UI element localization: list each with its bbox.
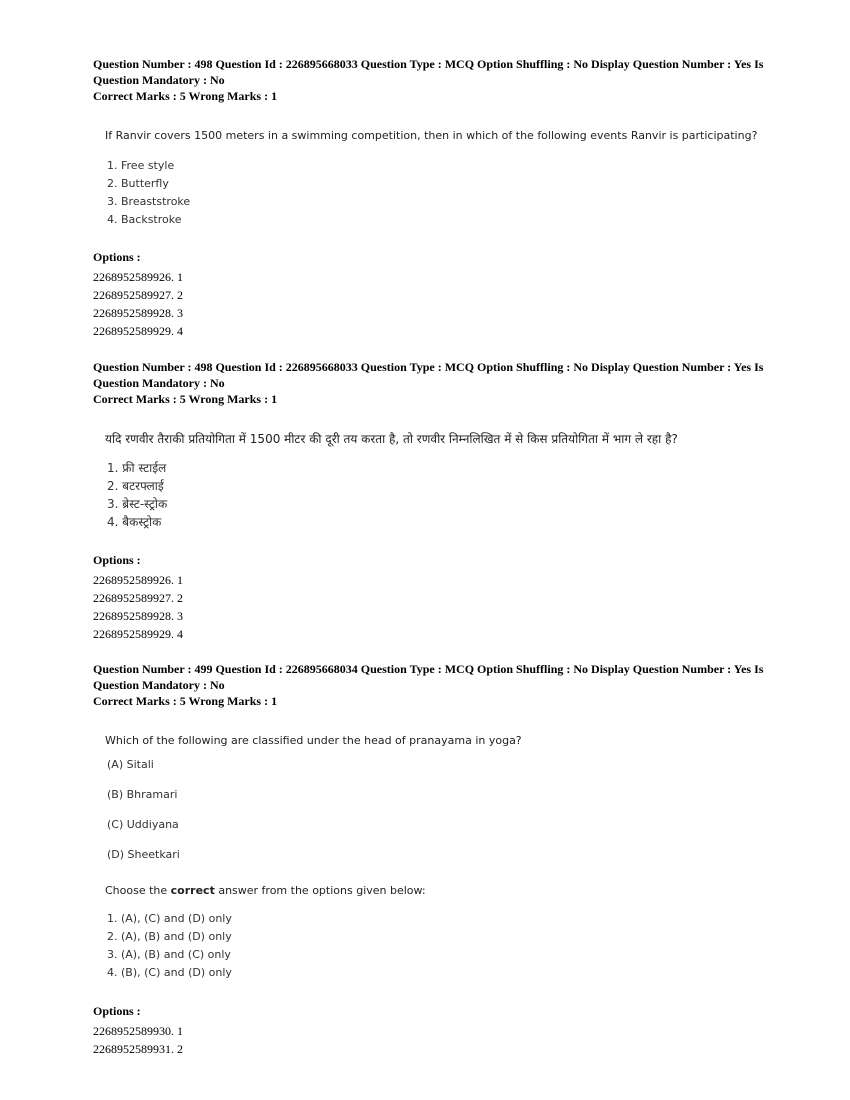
question-meta-3 <box>93 661 773 709</box>
option-id: 2268952589927. 2 <box>93 591 183 605</box>
statement-item: (A) Sitali <box>107 758 154 771</box>
instruction-part: answer from the options given below: <box>214 884 426 897</box>
choice-item: 1. (A), (C) and (D) only <box>107 912 232 925</box>
statement-item: (B) Bhramari <box>107 788 178 801</box>
answer-choices-1 <box>107 157 190 229</box>
options-list-1 <box>93 248 183 340</box>
meta-line: Correct Marks : 5 Wrong Marks : 1 <box>93 392 278 406</box>
question-meta-1 <box>93 56 773 104</box>
options-list-3 <box>93 1002 183 1058</box>
instruction-text-3 <box>105 884 785 897</box>
meta-line: Question Number : 498 Question Id : 226895668033 Question Type : MCQ Option Shuffling : No Display Question Number : Yes Is <box>93 360 764 374</box>
option-id: 2268952589929. 4 <box>93 627 183 641</box>
choice-item: 3. ब्रेस्ट-स्ट्रोक <box>107 497 168 511</box>
option-id: 2268952589926. 1 <box>93 270 183 284</box>
meta-line: Question Mandatory : No <box>93 678 225 692</box>
options-list-2 <box>93 551 183 643</box>
instruction-emphasis: correct <box>170 884 215 897</box>
choice-item: 2. Butterfly <box>107 177 169 190</box>
choice-item: 4. (B), (C) and (D) only <box>107 966 232 979</box>
choice-item: 2. (A), (B) and (D) only <box>107 930 232 943</box>
instruction-part: Choose the <box>105 884 171 897</box>
meta-line: Question Number : 499 Question Id : 226895668034 Question Type : MCQ Option Shuffling : No Display Question Number : Yes Is <box>93 662 764 676</box>
options-heading: Options : <box>93 1004 141 1018</box>
option-id: 2268952589930. 1 <box>93 1024 183 1038</box>
answer-choices-3 <box>107 910 232 982</box>
statement-item: (D) Sheetkari <box>107 848 180 861</box>
question-meta-2 <box>93 359 773 407</box>
question-text-3: Which of the following are classified under the head of pranayama in yoga? <box>105 734 522 747</box>
option-id: 2268952589931. 2 <box>93 1042 183 1056</box>
meta-line: Question Number : 498 Question Id : 226895668033 Question Type : MCQ Option Shuffling : No Display Question Number : Yes Is <box>93 57 764 71</box>
option-id: 2268952589927. 2 <box>93 288 183 302</box>
options-heading: Options : <box>93 250 141 264</box>
option-id: 2268952589929. 4 <box>93 324 183 338</box>
question-text-2: यदि रणवीर तैराकी प्रतियोगिता में 1500 मीटर की दूरी तय करता है, तो रणवीर निम्नलिखित में से किस प्रतियोगिता में भाग ले रहा है? <box>105 432 678 446</box>
choice-item: 4. बैकस्ट्रोक <box>107 515 162 529</box>
option-id: 2268952589926. 1 <box>93 573 183 587</box>
question-text-1: If Ranvir covers 1500 meters in a swimming competition, then in which of the following events Ranvir is participating? <box>105 129 758 142</box>
choice-item: 2. बटरफ्लाई <box>107 479 164 493</box>
choice-item: 1. Free style <box>107 159 175 172</box>
choice-item: 4. Backstroke <box>107 213 182 226</box>
meta-line: Correct Marks : 5 Wrong Marks : 1 <box>93 89 278 103</box>
choice-item: 1. फ्री स्टाईल <box>107 461 167 475</box>
meta-line: Question Mandatory : No <box>93 73 225 87</box>
choice-item: 3. (A), (B) and (C) only <box>107 948 231 961</box>
statement-item: (C) Uddiyana <box>107 818 179 831</box>
meta-line: Question Mandatory : No <box>93 376 225 390</box>
choice-item: 3. Breaststroke <box>107 195 191 208</box>
option-id: 2268952589928. 3 <box>93 609 183 623</box>
answer-choices-2 <box>107 459 167 531</box>
option-id: 2268952589928. 3 <box>93 306 183 320</box>
meta-line: Correct Marks : 5 Wrong Marks : 1 <box>93 694 278 708</box>
options-heading: Options : <box>93 553 141 567</box>
statement-list-3 <box>107 756 180 876</box>
